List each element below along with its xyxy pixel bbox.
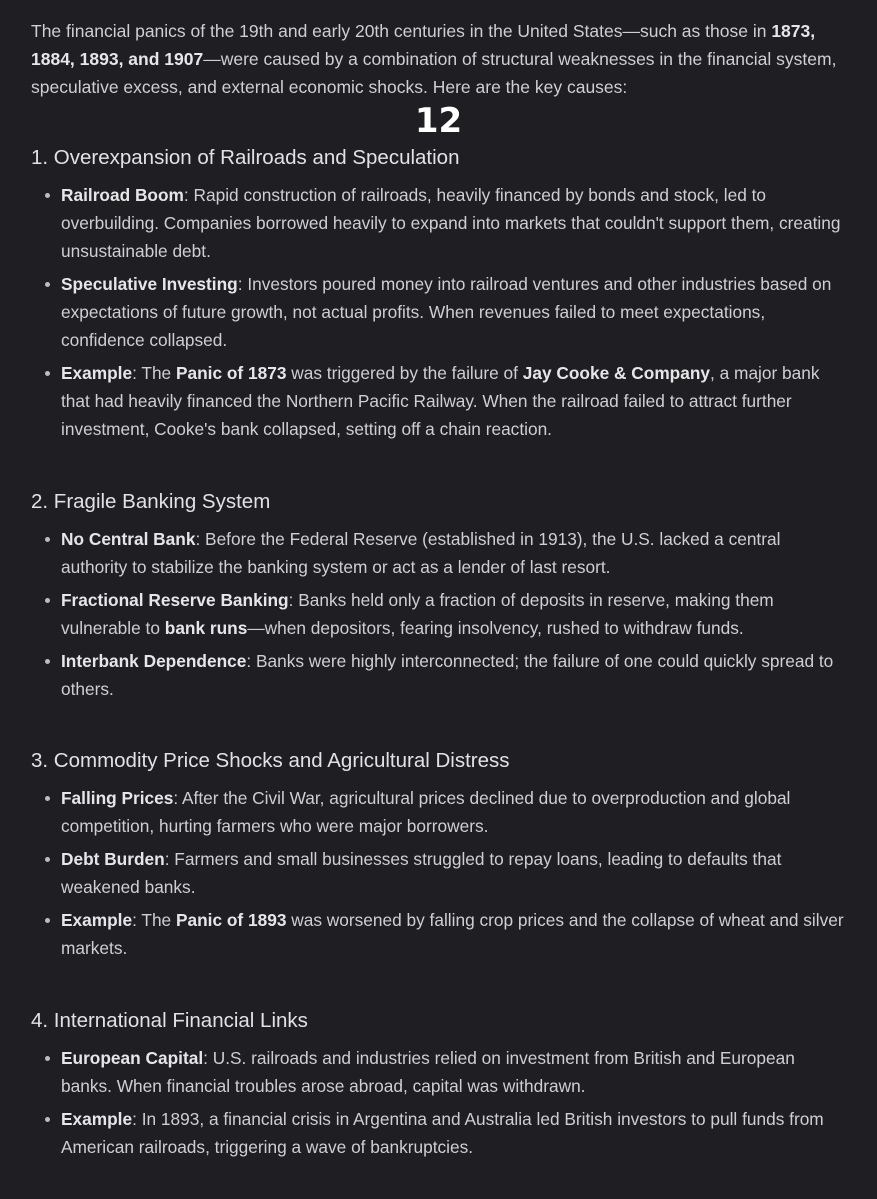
item-text: : Banks held only a fraction of deposits in reserve, making them vulnerable to [61,590,774,638]
item-text: : U.S. railroads and industries relied on investment from British and European banks. When financial troubles arose abroad, capital was withdrawn. [61,1048,795,1096]
list-item [31,1044,846,1100]
item-text: : Farmers and small businesses struggled to repay loans, leading to defaults that weakened banks. [61,849,782,897]
list-item [31,1105,846,1161]
item-text: —when depositors, fearing insolvency, rushed to withdraw funds. [247,618,744,638]
item-text: : After the Civil War, agricultural prices declined due to overproduction and global competition, hurting farmers who were major borrowers. [61,788,791,836]
list-item [31,270,846,354]
intro-paragraph [31,17,846,101]
item-highlight: Panic of 1873 [175,363,287,383]
section-international [31,1006,846,1166]
section-heading: 1. Overexpansion of Railroads and Speculation [31,146,460,169]
item-term: Debt Burden [61,849,165,869]
page-number: 12 [414,101,463,141]
list-item [31,784,846,840]
bullet-list [31,1044,846,1161]
item-term: Example [61,363,133,383]
item-term: Example [61,910,133,930]
item-term: Railroad Boom [61,185,184,205]
section-heading: 3. Commodity Price Shocks and Agricultural Distress [31,749,510,772]
item-text: : The [132,363,176,383]
item-text: was worsened by falling crop prices and the collapse of wheat and silver markets. [61,910,844,958]
bullet-icon [45,537,50,542]
item-term: Interbank Dependence [61,651,247,671]
item-text: : Banks were highly interconnected; the failure of one could quickly spread to others. [61,651,834,699]
list-item [31,181,846,265]
section-railroads [31,143,846,448]
bullet-list [31,784,846,962]
list-item [31,586,846,642]
item-text: : Before the Federal Reserve (established in 1913), the U.S. lacked a central authority to stabilize the banking system or act as a lender of last resort. [61,529,781,577]
list-item [31,647,846,703]
section-commodity [31,746,846,967]
intro-text-before: The financial panics of the 19th and early 20th centuries in the United States—such as those in [31,21,772,41]
item-term: No Central Bank [61,529,196,549]
section-heading: 2. Fragile Banking System [31,490,271,513]
item-text: , a major bank that had heavily financed the Northern Pacific Railway. When the railroad failed to attract further investment, Cooke's bank collapsed, setting off a chain reaction. [61,363,820,439]
item-term: Example [61,1109,133,1129]
item-text: : Investors poured money into railroad ventures and other industries based on expectations of future growth, not actual profits. When revenues failed to meet expectations, confidence collapsed. [61,274,832,350]
item-text: : In 1893, a financial crisis in Argentina and Australia led British investors to pull funds from American railroads, triggering a wave of bankruptcies. [61,1109,824,1157]
intro-text-after: —were caused by a combination of structural weaknesses in the financial system, speculative excess, and external economic shocks. Here are the key causes: [31,49,837,97]
item-highlight: Panic of 1893 [175,910,287,930]
bullet-icon [45,1117,50,1122]
bullet-icon [45,282,50,287]
bullet-list [31,525,846,703]
item-highlight: bank runs [164,618,248,638]
list-item [31,906,846,962]
item-text: : Rapid construction of railroads, heavily financed by bonds and stock, led to overbuilding. Companies borrowed heavily to expand into markets that couldn't support them, creating unsustainable debt. [61,185,841,261]
item-term: Falling Prices [61,788,174,808]
bullet-icon [45,598,50,603]
item-term: Speculative Investing [61,274,238,294]
list-item [31,525,846,581]
bullet-icon [45,1056,50,1061]
list-item [31,359,846,443]
item-text: : The [132,910,176,930]
list-item [31,845,846,901]
item-term: European Capital [61,1048,204,1068]
section-heading: 4. International Financial Links [31,1009,308,1032]
item-text: was triggered by the failure of [286,363,523,383]
bullet-icon [45,371,50,376]
bullet-icon [45,193,50,198]
intro-years: 1873, 1884, 1893, and 1907 [31,21,816,69]
item-highlight: Jay Cooke & Company [522,363,711,383]
bullet-icon [45,796,50,801]
bullet-icon [45,918,50,923]
bullet-icon [45,857,50,862]
bullet-list [31,181,846,443]
bullet-icon [45,659,50,664]
item-term: Fractional Reserve Banking [61,590,289,610]
section-banking [31,487,846,708]
